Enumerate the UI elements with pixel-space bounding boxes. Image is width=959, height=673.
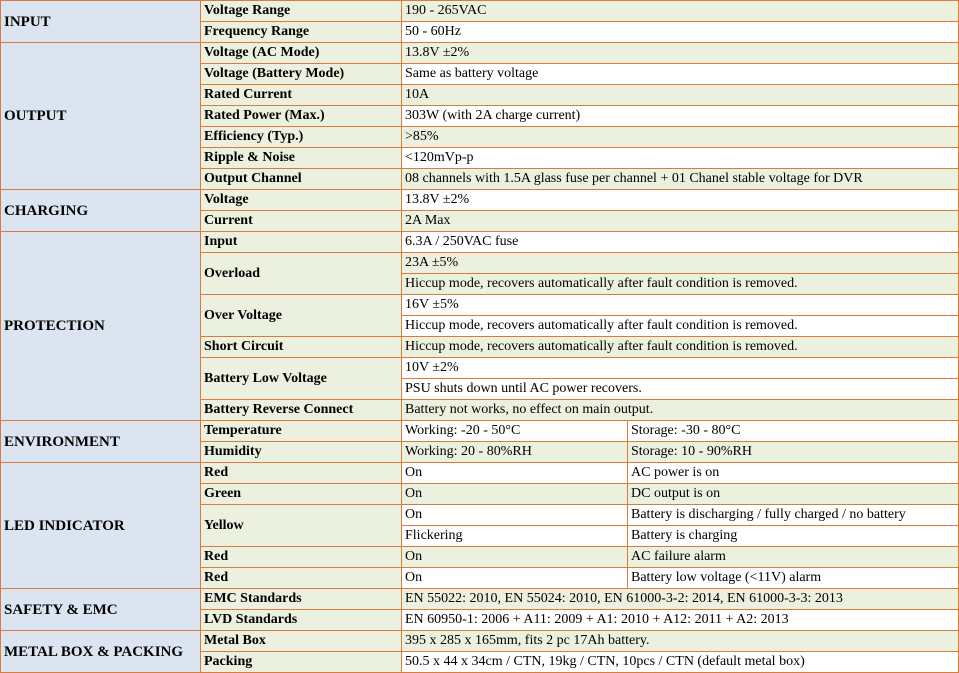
param-value: 16V ±5% xyxy=(402,295,959,316)
param-value: AC power is on xyxy=(628,463,959,484)
param-value: Hiccup mode, recovers automatically after fault condition is removed. xyxy=(402,274,959,295)
param-label: Battery Low Voltage xyxy=(201,358,402,400)
param-value: Battery not works, no effect on main output. xyxy=(402,400,959,421)
section-charging: CHARGING xyxy=(1,190,201,232)
param-value: 6.3A / 250VAC fuse xyxy=(402,232,959,253)
param-label: Red xyxy=(201,463,402,484)
param-value: 08 channels with 1.5A glass fuse per channel + 01 Chanel stable voltage for DVR xyxy=(402,169,959,190)
param-label: Voltage xyxy=(201,190,402,211)
param-label: Red xyxy=(201,547,402,568)
param-label: Battery Reverse Connect xyxy=(201,400,402,421)
param-value: Same as battery voltage xyxy=(402,64,959,85)
param-label: Current xyxy=(201,211,402,232)
param-label: Rated Power (Max.) xyxy=(201,106,402,127)
table-row xyxy=(1,1,959,22)
param-value: Hiccup mode, recovers automatically after fault condition is removed. xyxy=(402,337,959,358)
section-led: LED INDICATOR xyxy=(1,463,201,589)
param-label: Short Circuit xyxy=(201,337,402,358)
param-value: Working: 20 - 80%RH xyxy=(402,442,628,463)
param-value: Flickering xyxy=(402,526,628,547)
param-value: Storage: -30 - 80°C xyxy=(628,421,959,442)
param-value: 13.8V ±2% xyxy=(402,190,959,211)
table-row xyxy=(1,421,959,442)
param-label: Red xyxy=(201,568,402,589)
param-label: Output Channel xyxy=(201,169,402,190)
param-label: Temperature xyxy=(201,421,402,442)
param-value: 2A Max xyxy=(402,211,959,232)
param-value: EN 55022: 2010, EN 55024: 2010, EN 61000-3-2: 2014, EN 61000-3-3: 2013 xyxy=(402,589,959,610)
param-value: 395 x 285 x 165mm, fits 2 pc 17Ah battery. xyxy=(402,631,959,652)
section-environment: ENVIRONMENT xyxy=(1,421,201,463)
param-label: EMC Standards xyxy=(201,589,402,610)
table-row xyxy=(1,190,959,211)
section-output: OUTPUT xyxy=(1,43,201,190)
param-label: Ripple & Noise xyxy=(201,148,402,169)
param-value: 190 - 265VAC xyxy=(402,1,959,22)
param-value: Hiccup mode, recovers automatically after fault condition is removed. xyxy=(402,316,959,337)
table-row xyxy=(1,463,959,484)
param-value: 23A ±5% xyxy=(402,253,959,274)
param-value: DC output is on xyxy=(628,484,959,505)
param-value: On xyxy=(402,463,628,484)
param-label: LVD Standards xyxy=(201,610,402,631)
param-label: Packing xyxy=(201,652,402,673)
table-row xyxy=(1,589,959,610)
param-label: Frequency Range xyxy=(201,22,402,43)
param-label: Humidity xyxy=(201,442,402,463)
table-row xyxy=(1,43,959,64)
section-safety: SAFETY & EMC xyxy=(1,589,201,631)
param-value: 303W (with 2A charge current) xyxy=(402,106,959,127)
param-value: Battery low voltage (<11V) alarm xyxy=(628,568,959,589)
param-label: Green xyxy=(201,484,402,505)
param-label: Metal Box xyxy=(201,631,402,652)
param-label: Yellow xyxy=(201,505,402,547)
param-value: AC failure alarm xyxy=(628,547,959,568)
param-value: On xyxy=(402,484,628,505)
param-label: Voltage Range xyxy=(201,1,402,22)
section-protection: PROTECTION xyxy=(1,232,201,421)
param-label: Overload xyxy=(201,253,402,295)
section-input: INPUT xyxy=(1,1,201,43)
param-label: Input xyxy=(201,232,402,253)
section-packing: METAL BOX & PACKING xyxy=(1,631,201,673)
param-label: Voltage (AC Mode) xyxy=(201,43,402,64)
param-value: <120mVp-p xyxy=(402,148,959,169)
param-value: Battery is discharging / fully charged / no battery xyxy=(628,505,959,526)
param-label: Rated Current xyxy=(201,85,402,106)
param-value: PSU shuts down until AC power recovers. xyxy=(402,379,959,400)
param-value: On xyxy=(402,568,628,589)
table-row xyxy=(1,631,959,652)
param-value: 50 - 60Hz xyxy=(402,22,959,43)
param-value: Battery is charging xyxy=(628,526,959,547)
param-value: On xyxy=(402,547,628,568)
param-value: Storage: 10 - 90%RH xyxy=(628,442,959,463)
param-value: 10A xyxy=(402,85,959,106)
param-value: 13.8V ±2% xyxy=(402,43,959,64)
param-value: >85% xyxy=(402,127,959,148)
param-value: 50.5 x 44 x 34cm / CTN, 19kg / CTN, 10pcs / CTN (default metal box) xyxy=(402,652,959,673)
param-label: Voltage (Battery Mode) xyxy=(201,64,402,85)
param-value: 10V ±2% xyxy=(402,358,959,379)
param-label: Over Voltage xyxy=(201,295,402,337)
param-value: EN 60950-1: 2006 + A11: 2009 + A1: 2010 + A12: 2011 + A2: 2013 xyxy=(402,610,959,631)
table-row xyxy=(1,232,959,253)
param-value: Working: -20 - 50°C xyxy=(402,421,628,442)
param-label: Efficiency (Typ.) xyxy=(201,127,402,148)
param-value: On xyxy=(402,505,628,526)
